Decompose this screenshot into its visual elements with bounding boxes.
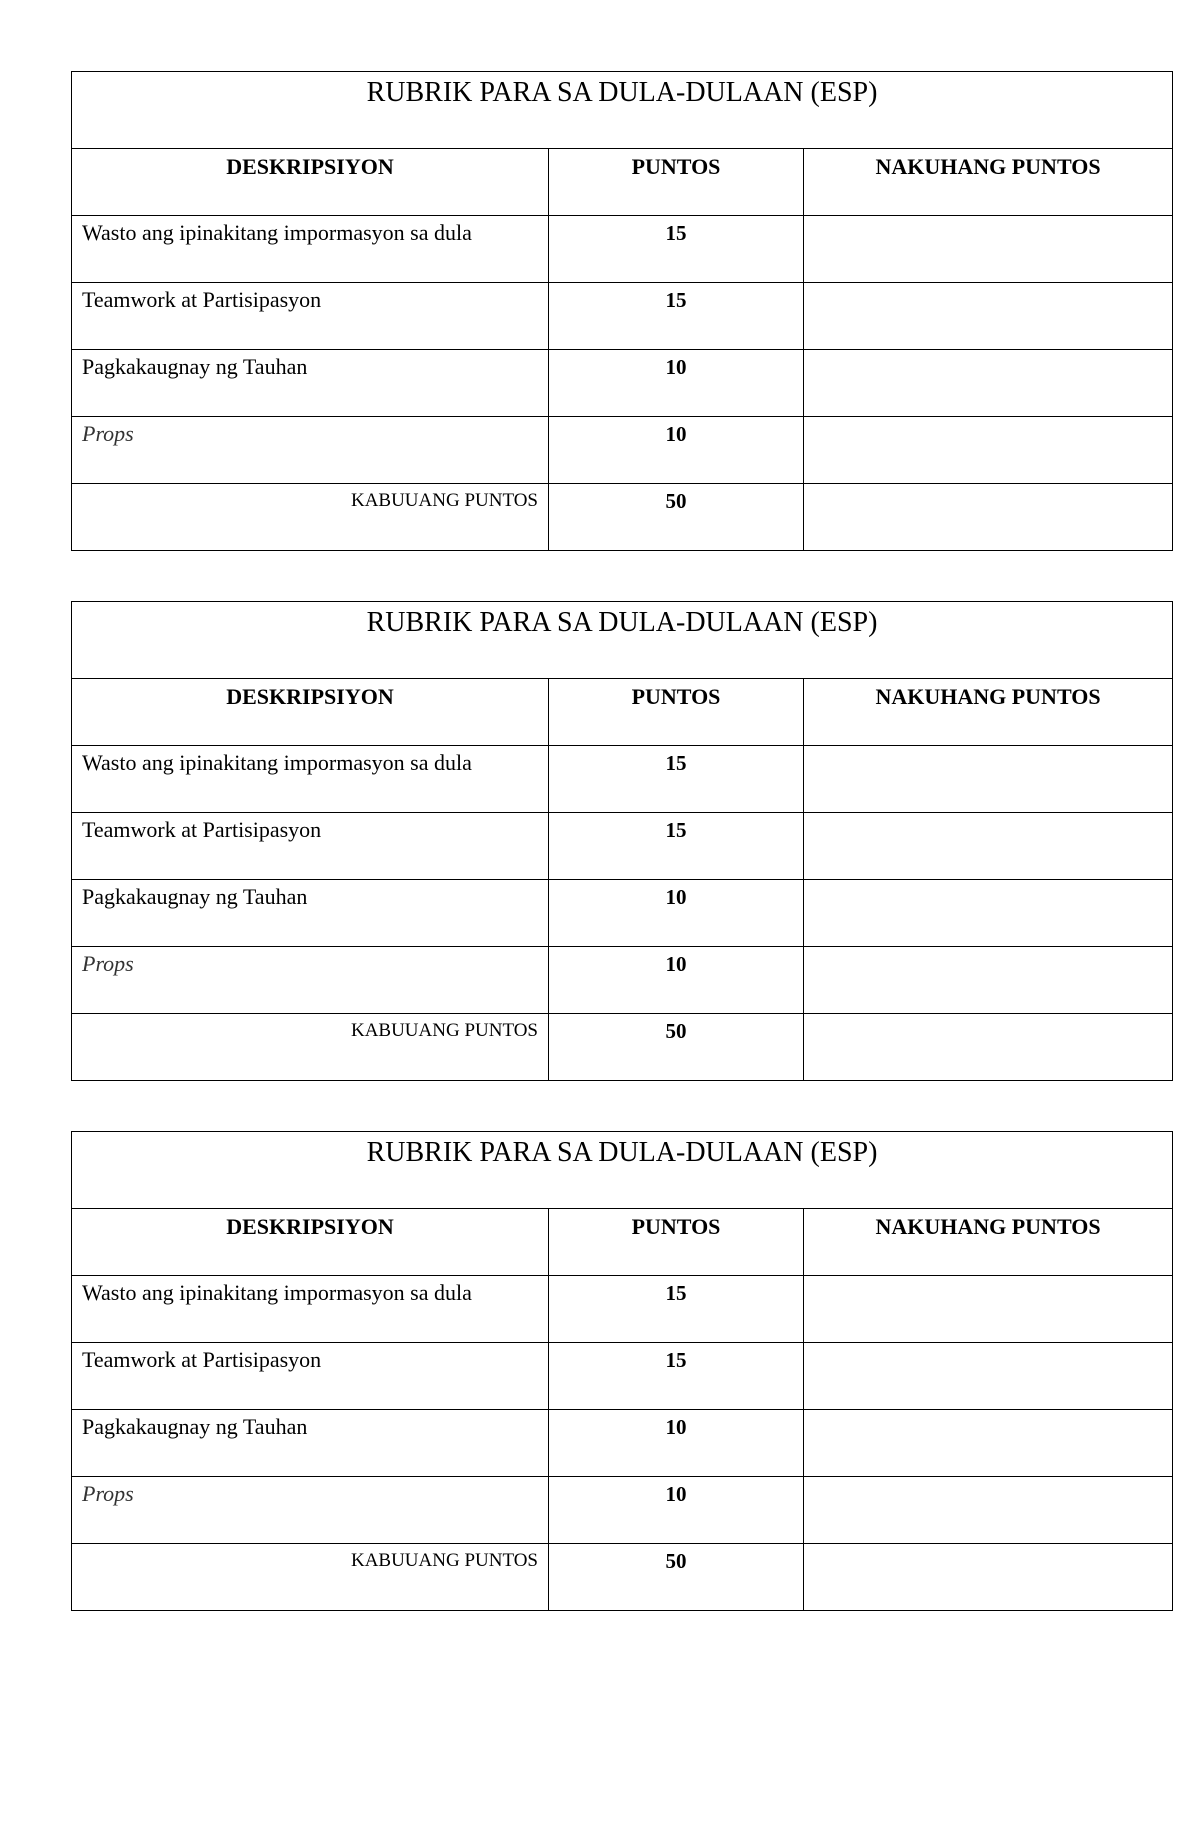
row-description: Props xyxy=(72,417,549,484)
table-row xyxy=(72,417,1173,484)
header-earned: NAKUHANG PUNTOS xyxy=(804,149,1173,216)
row-points: 10 xyxy=(549,947,804,1014)
row-description: Teamwork at Partisipasyon xyxy=(72,1343,549,1410)
header-description: DESKRIPSIYON xyxy=(72,1209,549,1276)
total-points: 50 xyxy=(549,484,804,551)
total-earned-cell[interactable] xyxy=(804,1544,1173,1611)
header-description: DESKRIPSIYON xyxy=(72,149,549,216)
row-description: Wasto ang ipinakitang impormasyon sa dula xyxy=(72,216,549,283)
table-row xyxy=(72,350,1173,417)
row-earned-cell[interactable] xyxy=(804,417,1173,484)
rubric-table-3 xyxy=(71,1131,1173,1611)
table-row xyxy=(72,813,1173,880)
row-earned-cell[interactable] xyxy=(804,216,1173,283)
row-description: Pagkakaugnay ng Tauhan xyxy=(72,1410,549,1477)
table-row xyxy=(72,1410,1173,1477)
row-description: Teamwork at Partisipasyon xyxy=(72,813,549,880)
table-row xyxy=(72,216,1173,283)
row-points: 15 xyxy=(549,1276,804,1343)
row-earned-cell[interactable] xyxy=(804,1343,1173,1410)
table-row xyxy=(72,1477,1173,1544)
total-earned-cell[interactable] xyxy=(804,1014,1173,1081)
header-earned: NAKUHANG PUNTOS xyxy=(804,679,1173,746)
table-row xyxy=(72,880,1173,947)
rubric-title: RUBRIK PARA SA DULA-DULAAN (ESP) xyxy=(72,602,1173,679)
row-points: 15 xyxy=(549,283,804,350)
rubric-table-2 xyxy=(71,601,1173,1081)
row-points: 15 xyxy=(549,813,804,880)
header-points: PUNTOS xyxy=(549,1209,804,1276)
table-row xyxy=(72,283,1173,350)
row-description: Wasto ang ipinakitang impormasyon sa dula xyxy=(72,1276,549,1343)
row-earned-cell[interactable] xyxy=(804,1477,1173,1544)
row-description: Pagkakaugnay ng Tauhan xyxy=(72,880,549,947)
row-points: 10 xyxy=(549,1410,804,1477)
row-points: 10 xyxy=(549,350,804,417)
total-row xyxy=(72,484,1173,551)
header-points: PUNTOS xyxy=(549,679,804,746)
header-description: DESKRIPSIYON xyxy=(72,679,549,746)
row-description: Props xyxy=(72,1477,549,1544)
header-earned: NAKUHANG PUNTOS xyxy=(804,1209,1173,1276)
row-description: Pagkakaugnay ng Tauhan xyxy=(72,350,549,417)
rubric-table-1 xyxy=(71,71,1173,551)
rubric-title: RUBRIK PARA SA DULA-DULAAN (ESP) xyxy=(72,1132,1173,1209)
row-earned-cell[interactable] xyxy=(804,947,1173,1014)
total-label: KABUUANG PUNTOS xyxy=(72,1544,549,1611)
row-points: 15 xyxy=(549,746,804,813)
row-description: Wasto ang ipinakitang impormasyon sa dula xyxy=(72,746,549,813)
total-earned-cell[interactable] xyxy=(804,484,1173,551)
total-label: KABUUANG PUNTOS xyxy=(72,484,549,551)
row-earned-cell[interactable] xyxy=(804,350,1173,417)
row-points: 15 xyxy=(549,216,804,283)
total-row xyxy=(72,1544,1173,1611)
row-description: Teamwork at Partisipasyon xyxy=(72,283,549,350)
total-points: 50 xyxy=(549,1544,804,1611)
total-label: KABUUANG PUNTOS xyxy=(72,1014,549,1081)
total-points: 50 xyxy=(549,1014,804,1081)
row-earned-cell[interactable] xyxy=(804,813,1173,880)
row-earned-cell[interactable] xyxy=(804,283,1173,350)
row-earned-cell[interactable] xyxy=(804,1276,1173,1343)
total-row xyxy=(72,1014,1173,1081)
header-points: PUNTOS xyxy=(549,149,804,216)
table-row xyxy=(72,746,1173,813)
row-points: 10 xyxy=(549,880,804,947)
table-row xyxy=(72,1343,1173,1410)
table-row xyxy=(72,947,1173,1014)
table-row xyxy=(72,1276,1173,1343)
rubric-title: RUBRIK PARA SA DULA-DULAAN (ESP) xyxy=(72,72,1173,149)
row-points: 10 xyxy=(549,417,804,484)
row-earned-cell[interactable] xyxy=(804,880,1173,947)
row-points: 10 xyxy=(549,1477,804,1544)
row-description: Props xyxy=(72,947,549,1014)
row-earned-cell[interactable] xyxy=(804,746,1173,813)
row-points: 15 xyxy=(549,1343,804,1410)
row-earned-cell[interactable] xyxy=(804,1410,1173,1477)
